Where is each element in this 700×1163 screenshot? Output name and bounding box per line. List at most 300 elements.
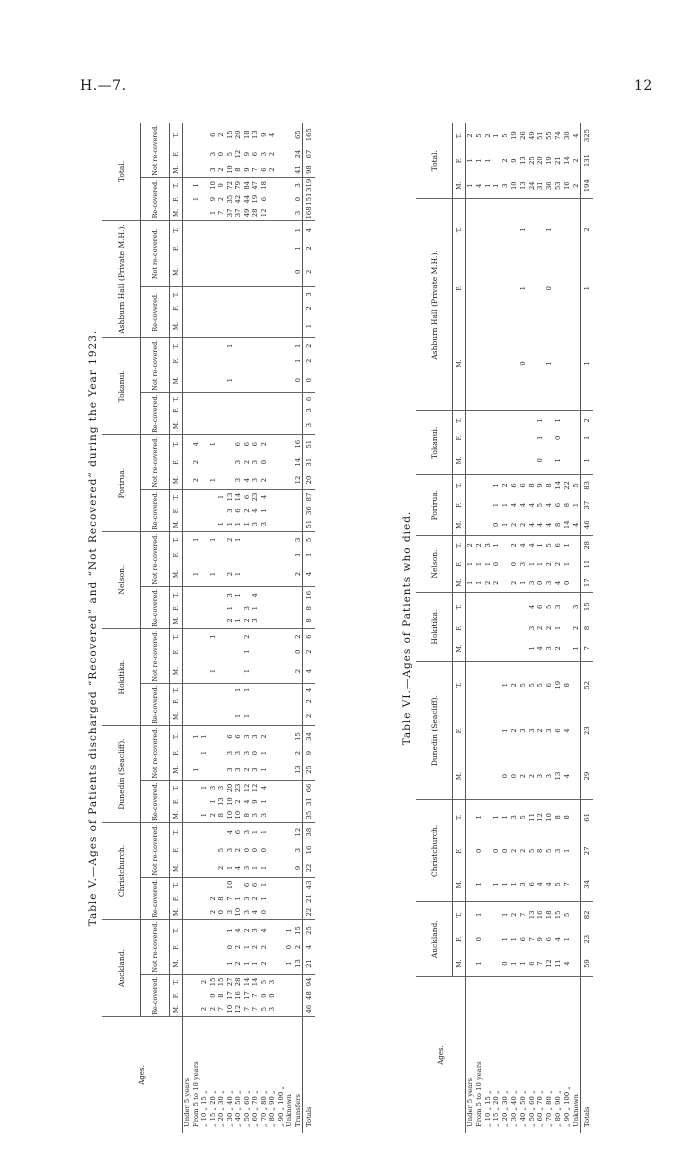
cell: 3 [251,928,259,933]
cell [285,287,294,302]
cell [294,315,303,338]
total-cell: 31 [303,453,316,471]
age-label: „ 30 „ 40 „ [509,1090,518,1127]
cell [268,941,277,953]
cell: 2 [217,859,226,878]
mft-header: M. [453,636,466,662]
cell [217,613,226,629]
cell: 8 [562,815,571,820]
cell: 2 [293,750,302,756]
age-label: Unknown [571,1094,580,1127]
cell: 4 [527,543,536,548]
cell [285,823,294,842]
cell [234,696,243,707]
cell: 0 [259,993,268,998]
total-cell: 1 [581,260,594,317]
cell [268,490,277,504]
mft-header: F. [170,603,183,612]
cell: 2 [243,759,252,780]
cell [192,629,201,645]
section-header: Auckland. [102,920,141,1017]
cell [183,471,192,490]
cell [183,859,192,878]
cell [572,555,581,573]
total-cell: 2 [303,354,316,369]
cell [209,747,218,759]
mft-row [170,123,183,1133]
mft-header: F. [453,495,466,514]
cell [294,393,303,405]
total-cell: 17 [581,573,594,593]
cell [209,405,218,416]
cell: 3 [259,151,268,157]
cell: 2 [200,1002,209,1016]
total-cell: 6 [303,629,316,645]
cell: 2 [251,896,259,901]
cell [183,808,192,822]
cell: 3 [242,896,251,901]
cell: 3 [242,750,251,756]
cell: 2 [536,625,545,631]
cell: 8 [554,515,563,535]
cell: 1 [234,613,243,629]
cell: 5 [527,848,536,854]
cell [226,287,235,302]
cell [251,707,260,726]
cell [285,178,294,192]
subheader: Not re-covered. [141,532,170,587]
cell [183,338,192,354]
cell: 13 [519,173,528,199]
cell [200,178,209,192]
cell: 4 [527,502,536,508]
cell [484,593,493,621]
mft-header: F. [170,354,183,369]
total-cell: 3 [303,416,316,435]
cell [492,260,501,317]
cell: 4 [527,604,536,609]
cell [277,953,286,974]
cell: 1 [208,799,217,804]
cell [217,220,226,239]
total-cell: 66 [303,781,316,795]
cell: 27 [225,977,234,987]
table-v [102,123,315,1133]
cell: 1 [518,227,527,232]
total-cell: 5 [303,532,316,548]
cell [268,892,277,905]
cell [260,613,269,629]
cell [277,644,286,659]
cell: 6 [225,734,234,739]
cell: 0 [474,848,483,854]
cell: 21 [553,156,562,165]
cell [200,707,209,726]
cell: 13 [527,910,536,920]
mft-header: M. [170,562,183,586]
cell [183,613,192,629]
cell: 1 [501,937,510,942]
cell: 1 [209,659,218,683]
cell: 3 [527,728,536,733]
cell [209,220,218,239]
mft-header: M. [453,316,466,410]
cell [475,708,484,752]
cell [484,515,493,535]
cell: 2 [509,912,518,918]
cell [475,515,484,535]
table-row [200,123,209,1133]
total-cell: 2 [303,707,316,726]
cell [260,629,269,645]
total-cell: 15 [581,593,594,621]
cell [183,416,192,435]
cell: 1 [200,734,208,739]
cell [217,338,226,354]
cell [484,661,493,708]
mft-header: M. [453,446,466,474]
mft-header: F. [170,892,183,905]
cell [285,257,294,287]
cell [492,902,501,927]
age-label: „ 10 „ 15 „ [483,1090,492,1127]
cell: 2 [571,625,580,631]
cell [572,708,581,752]
cell [285,613,294,629]
cell [243,696,252,707]
cell [536,199,545,260]
cell [484,429,493,446]
total-cell: 2 [303,338,316,354]
age-label: „ 80 „ 90 „ [268,1090,276,1127]
cell [226,405,235,416]
cell [200,471,209,490]
cell [200,192,209,206]
cell [277,471,286,490]
cell [192,354,201,369]
table-row [475,123,484,1133]
cell [475,636,484,662]
cell: 1 [234,593,242,598]
cell [501,411,510,429]
cell [285,435,294,454]
cell: 41 [294,162,303,178]
cell [200,405,209,416]
cell [200,490,209,504]
cell [183,941,192,953]
cell [192,416,201,435]
cell [217,453,226,471]
cell: 23 [234,783,242,793]
cell: 6 [536,604,545,609]
age-label: „ 70 „ 80 „ [545,1090,554,1127]
cell [484,316,493,410]
cell [277,123,286,146]
cell [466,593,475,621]
cell [217,953,226,974]
total-cell: 43 [303,878,316,892]
cell: 1 [251,829,259,835]
cell: 2 [243,613,252,629]
cell: 1 [234,687,242,693]
mft-header: T. [453,411,466,429]
age-label: Unknown [285,1094,293,1127]
cell [217,368,226,392]
cell [200,905,209,919]
cell: 8 [553,815,562,820]
cell [466,636,475,662]
subheader: Re-covered. [141,587,170,629]
cell [285,123,294,146]
cell [285,405,294,416]
cell [209,368,218,392]
cell: 6 [553,502,562,508]
cell [243,257,252,287]
cell: 25 [527,156,536,165]
cell: 1 [554,446,563,474]
cell [492,753,501,800]
cell: 6 [518,483,527,488]
cell [277,562,286,586]
cell: 1 [501,502,510,508]
cell [475,199,484,260]
cell: 26 [518,131,527,140]
cell: 3 [260,517,269,531]
total-cell: 2 [581,411,594,429]
mft-header: F. [453,834,466,867]
mft-header: M. [170,517,183,531]
cell: 1 [226,368,235,392]
cell [545,429,554,446]
cell [260,315,269,338]
subheader: Re-covered. [141,490,170,532]
cell: 18 [259,181,268,190]
cell [200,644,209,659]
cell [192,517,201,531]
cell: 2 [571,158,580,163]
cell: 5 [545,543,554,548]
cell [234,368,243,392]
cell [234,878,243,892]
cell [183,206,192,220]
cell [260,368,269,392]
cell [200,393,209,405]
cell [519,593,528,621]
cell [192,941,201,953]
cell [572,446,581,474]
cell: 7 [527,937,536,942]
cell [501,535,510,555]
cell: 16 [563,173,572,199]
cell [192,287,201,302]
cell [226,220,235,239]
cell [192,240,201,258]
cell [260,696,269,707]
cell [277,707,286,726]
cell: 9 [243,162,252,178]
cell [510,593,519,621]
cell [475,316,484,410]
total-cell: 1 [581,316,594,410]
cell [466,661,475,708]
total-cell: 11 [581,555,594,573]
cell: 4 [545,502,554,508]
cell [277,587,286,604]
cell [217,747,226,759]
cell: 1 [225,605,234,611]
cell [200,953,209,974]
cell: 13 [554,753,563,800]
cell: 2 [234,847,242,853]
cell [277,453,286,471]
cell [285,795,294,808]
total-cell: 325 [581,123,594,148]
cell [277,878,286,892]
cell: 9 [294,859,303,878]
cell: 0 [294,257,303,287]
cell: 6 [208,132,217,137]
mft-header: F. [170,841,183,859]
cell [268,315,277,338]
mft-header: F. [453,708,466,752]
cell: 1 [475,867,484,902]
cell [268,684,277,696]
cell: 2 [208,896,217,901]
mft-header: T. [453,902,466,927]
cell: 1 [536,543,545,548]
cell [217,759,226,780]
cell: 2 [200,979,208,985]
mft-header: T. [170,781,183,795]
cell: 1 [225,343,234,348]
cell [251,547,260,562]
mft-header: F. [170,795,183,808]
cell: 3 [518,561,527,567]
cell: 5 [571,483,580,488]
cell: 5 [501,133,510,138]
cell: 0 [501,951,510,976]
cell: 0 [492,561,501,567]
cell [268,405,277,416]
cell [277,696,286,707]
cell: 1 [259,750,268,756]
cell: 1 [536,561,545,567]
cell [519,636,528,662]
cell [294,892,303,905]
age-label: „ 60 „ 70 „ [536,1090,545,1127]
cell [251,416,260,435]
cell [510,316,519,410]
cell: 3 [251,734,259,739]
cell [183,354,192,369]
cell: 2 [226,562,235,586]
cell [251,659,260,683]
cell [192,338,201,354]
cell: 1 [501,515,510,535]
cell [209,302,218,316]
cell [209,504,218,517]
total-cell: 4 [303,684,316,696]
cell [563,593,572,621]
cell [260,644,269,659]
cell [234,629,243,645]
cell: 2 [492,573,501,593]
cell [192,953,201,974]
cell [466,515,475,535]
cell [226,302,235,316]
cell [484,708,493,752]
cell [277,941,286,953]
cell: 1 [259,799,268,804]
cell [294,405,303,416]
cell: 3 [501,173,510,199]
cell: 0 [225,944,234,950]
table-row [226,123,235,1133]
cell [268,416,277,435]
total-cell: 61 [581,800,594,835]
cell [200,941,209,953]
cell: 3 [268,1002,277,1016]
cell [251,405,260,416]
cell [243,315,252,338]
age-label: „ 20 „ 30 „ [501,1090,510,1127]
cell: 3 [243,905,252,919]
cell: 31 [536,173,545,199]
cell [492,446,501,474]
table-row [183,123,192,1133]
cell [192,659,201,683]
cell [192,859,201,878]
age-label: „ 90 „ 100 „ [276,1086,285,1127]
table-row [268,123,277,1133]
cell: 1 [208,442,217,447]
cell: 7 [217,1002,226,1016]
cell [294,490,303,504]
cell [285,781,294,795]
cell [260,587,269,604]
cell [183,562,192,586]
cell [192,603,201,612]
cell [192,1002,201,1016]
mft-header: F. [170,644,183,659]
cell: 15 [293,732,302,741]
cell [528,429,537,446]
section-header: Dunedin (Seacliff). [416,661,453,799]
cell [209,644,218,659]
cell: 11 [527,813,536,822]
age-label: „ 70 „ 80 „ [259,1090,268,1127]
section-header: Porirua. [102,435,141,532]
cell [268,726,277,748]
cell [234,393,243,405]
cell: 1 [501,815,510,820]
cell: 10 [234,905,243,919]
table-vi-title: Table VI.—Ages of Patients who died. [401,510,413,746]
cell: 1 [492,502,501,508]
cell: 3 [208,785,217,791]
age-label: Under 5 years [466,1077,474,1127]
mft-header: T. [170,684,183,696]
total-cell: 98 [303,162,316,178]
cell: 3 [251,517,260,531]
subheader: Re-covered. [141,975,170,1017]
cell [234,240,243,258]
cell [484,927,493,951]
cell [277,393,286,405]
section-header: Nelson. [102,532,141,629]
cell [268,547,277,562]
cell: 1 [466,561,474,567]
